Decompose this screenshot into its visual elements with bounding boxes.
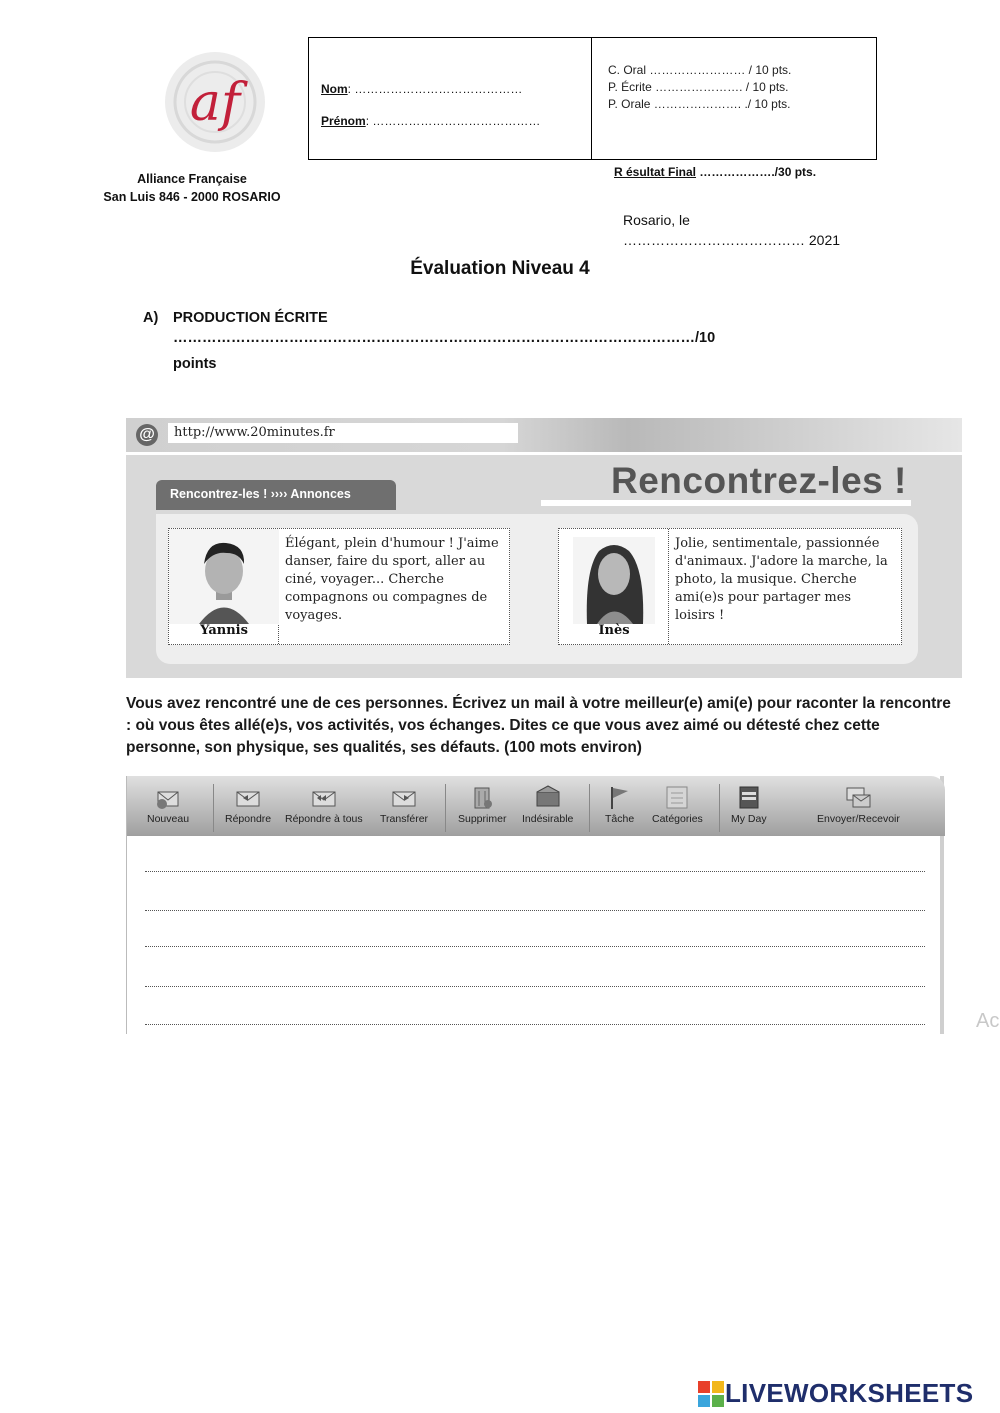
- score-ecrite: P. Écrite …………………. / 10 pts.: [608, 80, 789, 94]
- brand-name: LIVEWORKSHEETS: [725, 1378, 974, 1408]
- final-value: ………………./30 pts.: [696, 165, 817, 179]
- place: Rosario, le: [623, 212, 690, 228]
- section-title: PRODUCTION ÉCRITE: [173, 310, 328, 326]
- send-receive-icon: [844, 784, 872, 810]
- new-button[interactable]: [147, 784, 189, 825]
- send-receive-label: Envoyer/Recevoir: [817, 813, 900, 825]
- mail-window: [126, 776, 944, 1034]
- writing-line[interactable]: [145, 1024, 925, 1025]
- profile-description: Jolie, sentimentale, passionnée d'animaux. J'adore la marche, la photo, la musique. Cherche ami(e)s pour partager mes loisirs !: [675, 536, 888, 623]
- delete-button[interactable]: [458, 784, 506, 825]
- my-day-button[interactable]: [731, 784, 767, 825]
- at-sign-icon: @: [136, 424, 158, 446]
- date-line: [623, 210, 840, 250]
- categories-icon: [663, 784, 691, 810]
- date: ………………………………… 2021: [623, 232, 841, 248]
- reply-all-button[interactable]: [285, 784, 363, 825]
- flag-icon: [606, 784, 634, 810]
- instructions: Vous avez rencontré une de ces personnes. Écrivez un mail à votre meilleur(e) ami(e) pour raconter la rencontre : où vous êtes allé(e)s, vos activités, vos échanges. Dites ce que vous avez aimé ou détesté chez cette personne, son physique, ses qualités, ses défauts. (100 mots environ): [126, 695, 951, 756]
- mail-toolbar: [127, 776, 945, 836]
- writing-line[interactable]: [145, 871, 925, 872]
- final-label: R ésultat Final: [614, 165, 697, 179]
- logo-text: af: [189, 73, 241, 133]
- categories-button[interactable]: [652, 784, 703, 825]
- nom-label: Nom: [321, 82, 348, 96]
- toolbar-divider: [589, 784, 590, 832]
- liveworksheets-logo-icon: [697, 1380, 725, 1408]
- writing-line[interactable]: [145, 910, 925, 911]
- reply-all-label: Répondre à tous: [285, 813, 363, 825]
- profile-name: Inès: [598, 623, 630, 638]
- website-heading: Rencontrez-les !: [611, 460, 907, 501]
- my-day-label: My Day: [731, 813, 767, 825]
- woman-portrait-icon: [559, 529, 669, 624]
- profile-card-ines: [558, 528, 902, 645]
- section-a-heading: [143, 310, 328, 326]
- forward-button[interactable]: [380, 784, 428, 825]
- page-title: Évaluation Niveau 4: [410, 258, 590, 279]
- profile-card-yannis: [168, 528, 510, 645]
- toolbar-divider: [213, 784, 214, 832]
- man-portrait-icon: [169, 529, 279, 624]
- website-panel: [126, 418, 962, 678]
- nom-field[interactable]: : ……………………………………: [347, 82, 523, 96]
- school-info: [92, 170, 292, 206]
- watermark-text: Ac: [976, 1010, 1000, 1032]
- toolbar-divider: [719, 784, 720, 832]
- forward-icon: [390, 784, 418, 810]
- school-address: San Luis 846 - 2000 ROSARIO: [103, 190, 281, 204]
- new-label: Nouveau: [147, 813, 190, 825]
- task-button[interactable]: [605, 784, 634, 825]
- alliance-francaise-logo: [160, 50, 270, 155]
- section-a-score-line: ………………………………………………………………………………………………/10: [173, 330, 716, 346]
- url-field[interactable]: http://www.20minutes.fr: [168, 423, 518, 443]
- calendar-icon: [735, 784, 763, 810]
- send-receive-button[interactable]: [817, 784, 900, 825]
- nom-row[interactable]: [321, 82, 522, 96]
- task-label: Tâche: [605, 813, 635, 825]
- categories-label: Catégories: [652, 813, 703, 825]
- new-mail-icon: [154, 784, 182, 810]
- section-letter: A): [143, 310, 159, 326]
- final-result: [614, 165, 816, 179]
- reply-icon: [234, 784, 262, 810]
- annonces-tab[interactable]: Rencontrez-les ! ›››› Annonces: [156, 480, 396, 510]
- reply-label: Répondre: [225, 813, 272, 825]
- junk-mail-icon: [534, 784, 562, 810]
- prenom-row[interactable]: [321, 114, 540, 128]
- profiles-area: [156, 514, 918, 664]
- student-identity-box: [308, 37, 592, 160]
- reply-all-icon: [310, 784, 338, 810]
- reply-button[interactable]: [225, 784, 271, 825]
- junk-label: Indésirable: [522, 813, 574, 825]
- toolbar-divider: [445, 784, 446, 832]
- forward-label: Transférer: [380, 813, 429, 825]
- writing-line[interactable]: [145, 986, 925, 987]
- score-oral: C. Oral …………………… / 10 pts.: [608, 63, 792, 77]
- score-orale: P. Orale …………………. ./ 10 pts.: [608, 97, 791, 111]
- delete-label: Supprimer: [458, 813, 507, 825]
- prenom-field[interactable]: : ……………………………………: [365, 114, 541, 128]
- divider: [126, 452, 962, 455]
- score-box: [591, 37, 877, 160]
- school-name: Alliance Française: [137, 172, 247, 186]
- section-a-points: points: [173, 356, 217, 372]
- writing-line[interactable]: [145, 946, 925, 947]
- prenom-label: Prénom: [321, 114, 366, 128]
- junk-button[interactable]: [522, 784, 573, 825]
- liveworksheets-footer: [697, 1378, 997, 1408]
- trash-icon: [468, 784, 496, 810]
- profile-description: Élégant, plein d'humour ! J'aime danser, faire du sport, aller au ciné, voyager... Cherche compagnons ou compagnes de voyages.: [285, 536, 499, 623]
- url-bar: [126, 418, 962, 452]
- profile-name: Yannis: [200, 623, 248, 638]
